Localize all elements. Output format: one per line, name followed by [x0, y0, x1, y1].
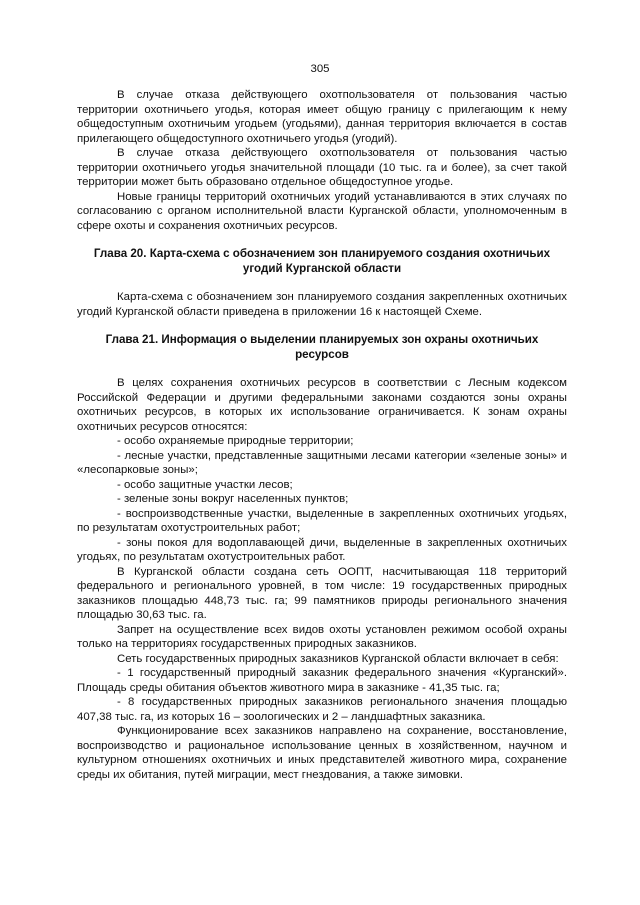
- paragraph: В целях сохранения охотничьих ресурсов в соответствии с Лесным кодексом Российской Федерации и другими федеральными законами создаются зоны охраны охотничьих ресурсов, в которых их использование ограничивается. К зонам охраны охотничьих ресурсов относятся:: [77, 377, 567, 433]
- list-item: - зоны покоя для водоплавающей дичи, выделенные в закрепленных охотничьих угодьях, по результатам охотустроительных работ.: [77, 536, 567, 563]
- paragraph: Запрет на осуществление всех видов охоты установлен режимом особой охраны только на территориях государственных природных заказников.: [77, 623, 567, 650]
- list-item: - лесные участки, представленные защитными лесами категории «зеленые зоны» и «лесопарковые зоны»;: [77, 449, 567, 476]
- list-item: - особо защитные участки лесов;: [117, 478, 293, 491]
- chapter-21-heading: Глава 21. Информация о выделении планируемых зон охраны охотничьих ресурсов: [105, 333, 539, 361]
- paragraph: В случае отказа действующего охотпользователя от пользования частью территории охотничьего угодья значительной площади (10 тыс. га и более), за счет такой территории может быть образовано отдельное общедоступное угодье.: [77, 147, 567, 188]
- paragraph: - 1 государственный природный заказник федерального значения «Курганский». Площадь среды обитания объектов животного мира в заказнике - 41,35 тыс. га;: [77, 667, 567, 694]
- paragraph: Функционирование всех заказников направлено на сохранение, восстановление, воспроизводство и рациональное использование ценных в хозяйственном, научном и культурном отношениях охотничьих и иных представителей животного мира, сохранение среды их обитания, путей миграции, мест гнездования, а также зимовки.: [77, 725, 567, 781]
- document-body: [77, 88, 567, 782]
- list-item: - зеленые зоны вокруг населенных пунктов;: [117, 493, 349, 505]
- zones-list: [77, 434, 567, 565]
- paragraph: - 8 государственных природных заказников регионального значения площадью 407,38 тыс. га, из которых 16 – зоологических и 2 – ландшафтных заказника.: [77, 696, 567, 723]
- chapter-20-heading: Глава 20. Карта-схема с обозначением зон планируемого создания охотничьих угодий Курганской области: [93, 247, 551, 275]
- paragraph: В Курганской области создана сеть ООПТ, насчитывающая 118 территорий федерального и регионального уровней, в том числе: 19 государственных природных заказников площадью 448,73 тыс. га; 99 памятников природы регионального значения площадью 30,63 тыс. га.: [77, 565, 567, 621]
- paragraph: Сеть государственных природных заказников Курганской области включает в себя:: [117, 652, 559, 665]
- paragraph: Карта-схема с обозначением зон планируемого создания закрепленных охотничьих угодий Курганской области приведена в приложении 16 к настоящей Схеме.: [77, 291, 567, 318]
- list-item: - особо охраняемые природные территории;: [117, 435, 354, 447]
- page-number: 305: [310, 63, 330, 75]
- list-item: - воспроизводственные участки, выделенные в закрепленных охотничьих угодьях, по результатам охотустроительных работ;: [77, 507, 567, 534]
- paragraph: В случае отказа действующего охотпользователя от пользования частью территории охотничьего угодья, которая имеет общую границу с прилегающим к нему общедоступным охотничьим угодьем (угодьями), данная территория включается в состав прилегающего общедоступного охотничьего угодья (угодий).: [77, 89, 567, 145]
- paragraph: Новые границы территорий охотничьих угодий устанавливаются в этих случаях по согласованию с органом исполнительной власти Курганской области, уполномоченным в сфере охоты и сохранения охотничьих ресурсов.: [77, 190, 567, 232]
